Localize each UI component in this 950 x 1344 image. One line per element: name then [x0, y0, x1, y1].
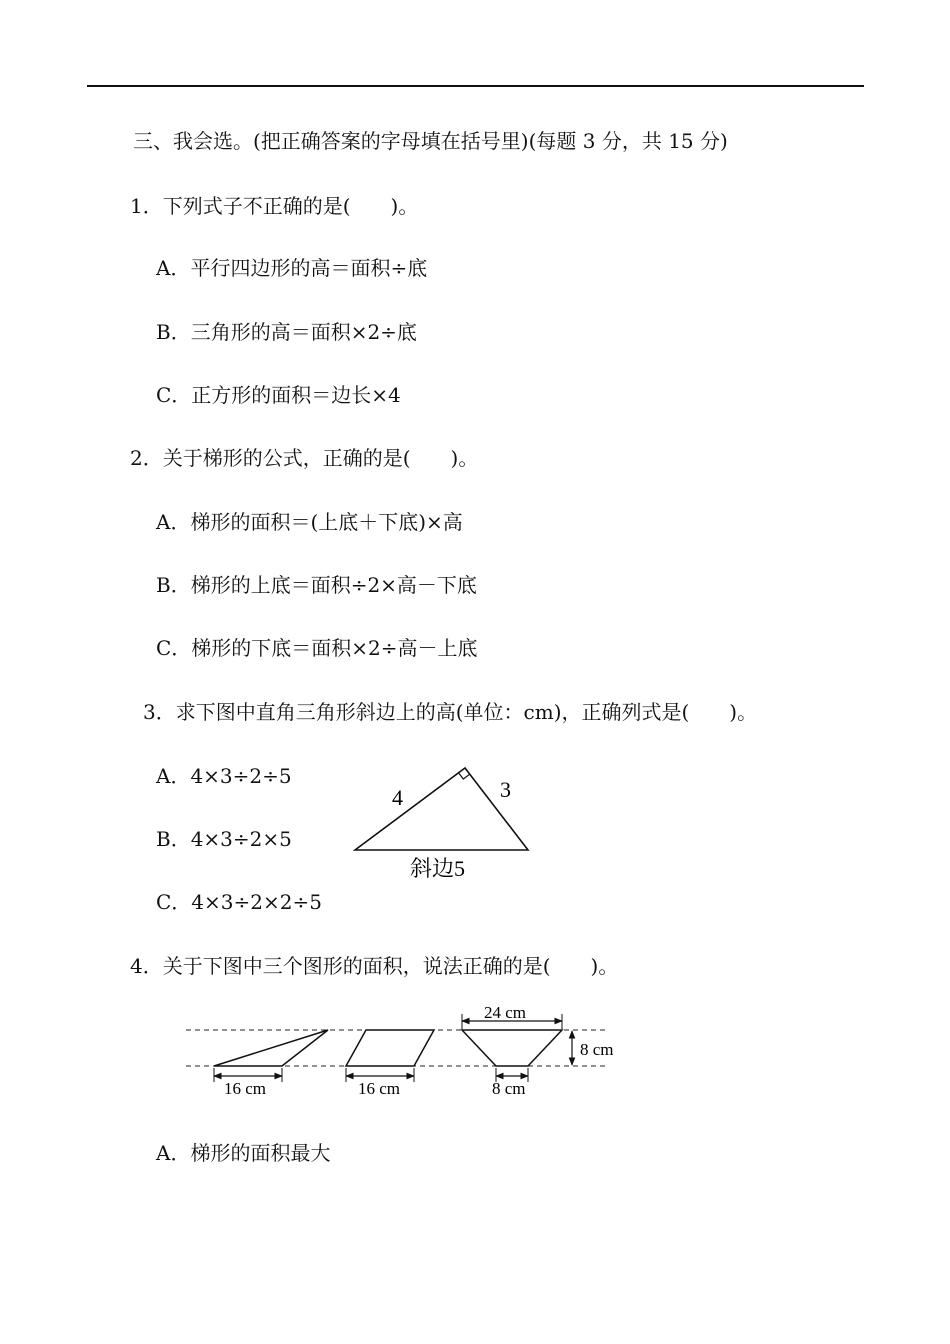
question-1-option-a: A．平行四边形的高＝面积÷底 — [156, 256, 428, 280]
leg-b-label: 3 — [500, 777, 511, 802]
right-triangle-figure — [340, 755, 550, 890]
parallelogram-base-label: 16 cm — [358, 1079, 401, 1098]
question-2-option-a: A．梯形的面积＝(上底＋下底)×高 — [156, 510, 463, 534]
question-3-option-c: C．4×3÷2×2÷5 — [156, 890, 322, 914]
question-4-option-a: A．梯形的面积最大 — [156, 1141, 331, 1165]
right-angle-marker — [459, 773, 470, 779]
trapezoid-top-label: 24 cm — [484, 1003, 527, 1022]
question-2-option-b: B．梯形的上底＝面积÷2×高－下底 — [156, 573, 477, 597]
triangle-base-label: 16 cm — [224, 1079, 267, 1098]
triangle-shape — [214, 1030, 328, 1066]
trapezoid-bottom-label: 8 cm — [492, 1079, 526, 1098]
top-rule — [87, 85, 864, 87]
section-header: 三、我会选。(把正确答案的字母填在括号里)(每题 3 分，共 15 分) — [133, 129, 728, 153]
question-3-stem: 3．求下图中直角三角形斜边上的高(单位：cm)，正确列式是( )。 — [143, 700, 758, 724]
trapezoid-shape — [462, 1030, 562, 1066]
question-3-option-a: A．4×3÷2÷5 — [156, 764, 292, 788]
shapes-figure — [180, 1000, 630, 1105]
question-1-stem: 1．下列式子不正确的是( )。 — [130, 194, 419, 218]
hypotenuse-label: 斜边5 — [410, 856, 466, 881]
question-3-option-b: B．4×3÷2×5 — [156, 827, 292, 851]
question-1-option-b: B．三角形的高＝面积×2÷底 — [156, 320, 417, 344]
question-4-stem: 4．关于下图中三个图形的面积，说法正确的是( )。 — [130, 954, 619, 978]
parallelogram-shape — [346, 1030, 434, 1066]
height-label: 8 cm — [580, 1040, 614, 1059]
question-2-option-c: C．梯形的下底＝面积×2÷高－上底 — [156, 636, 478, 660]
question-2-stem: 2．关于梯形的公式，正确的是( )。 — [130, 446, 479, 470]
question-1-option-c: C．正方形的面积＝边长×4 — [156, 383, 401, 407]
leg-a-label: 4 — [392, 785, 403, 810]
